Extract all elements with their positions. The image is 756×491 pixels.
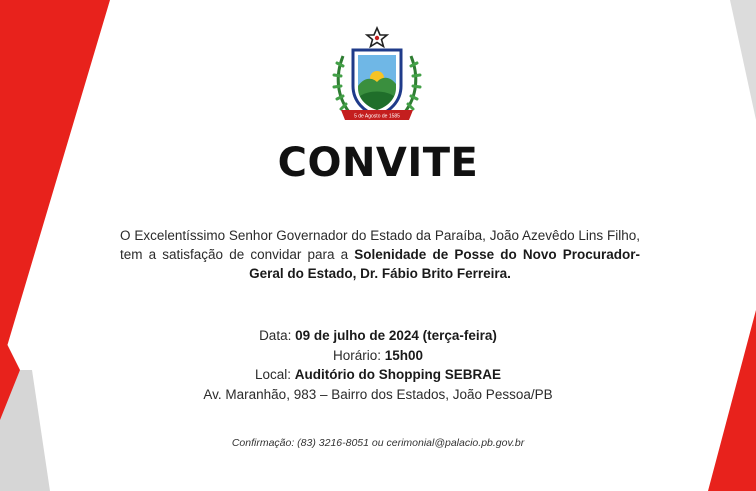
seal-ribbon-text: 5 de Agosto de 1585 (354, 113, 400, 120)
address-row: Av. Maranhão, 983 – Bairro dos Estados, João Pessoa/PB (203, 386, 553, 402)
confirmation-line: Confirmação: (83) 3216-8051 ou cerimonial@palacio.pb.gov.br (231, 437, 525, 449)
seal-star-center (375, 36, 379, 40)
date-value: 09 de julho de 2024 (terça-feira) (295, 328, 497, 343)
place-label: Local: (254, 367, 295, 382)
time-row (0, 346, 756, 366)
time-label: Horário: (332, 347, 385, 363)
invitation-highlight: Solenidade de Posse do Novo Procurador-Geral do Estado, Dr. Fábio Brito Ferreira. (249, 247, 641, 281)
invitation-intro: O Excelentíssimo Senhor Governador do Estado da Paraíba, João Azevêdo Lins Filho, tem a satisfação de convidar para a (120, 228, 640, 262)
paraiba-coat-of-arms-icon (327, 26, 427, 126)
event-details (0, 326, 756, 404)
place-value: Auditório do Shopping SEBRAE (294, 367, 501, 382)
invitation-text (120, 226, 640, 283)
page-title: CONVITE (277, 140, 479, 186)
time-value: 15h00 (384, 347, 424, 363)
top-right-gray-wedge (730, 0, 756, 120)
date-row (0, 326, 756, 346)
place-row (0, 365, 756, 385)
date-label: Data: (259, 328, 296, 343)
